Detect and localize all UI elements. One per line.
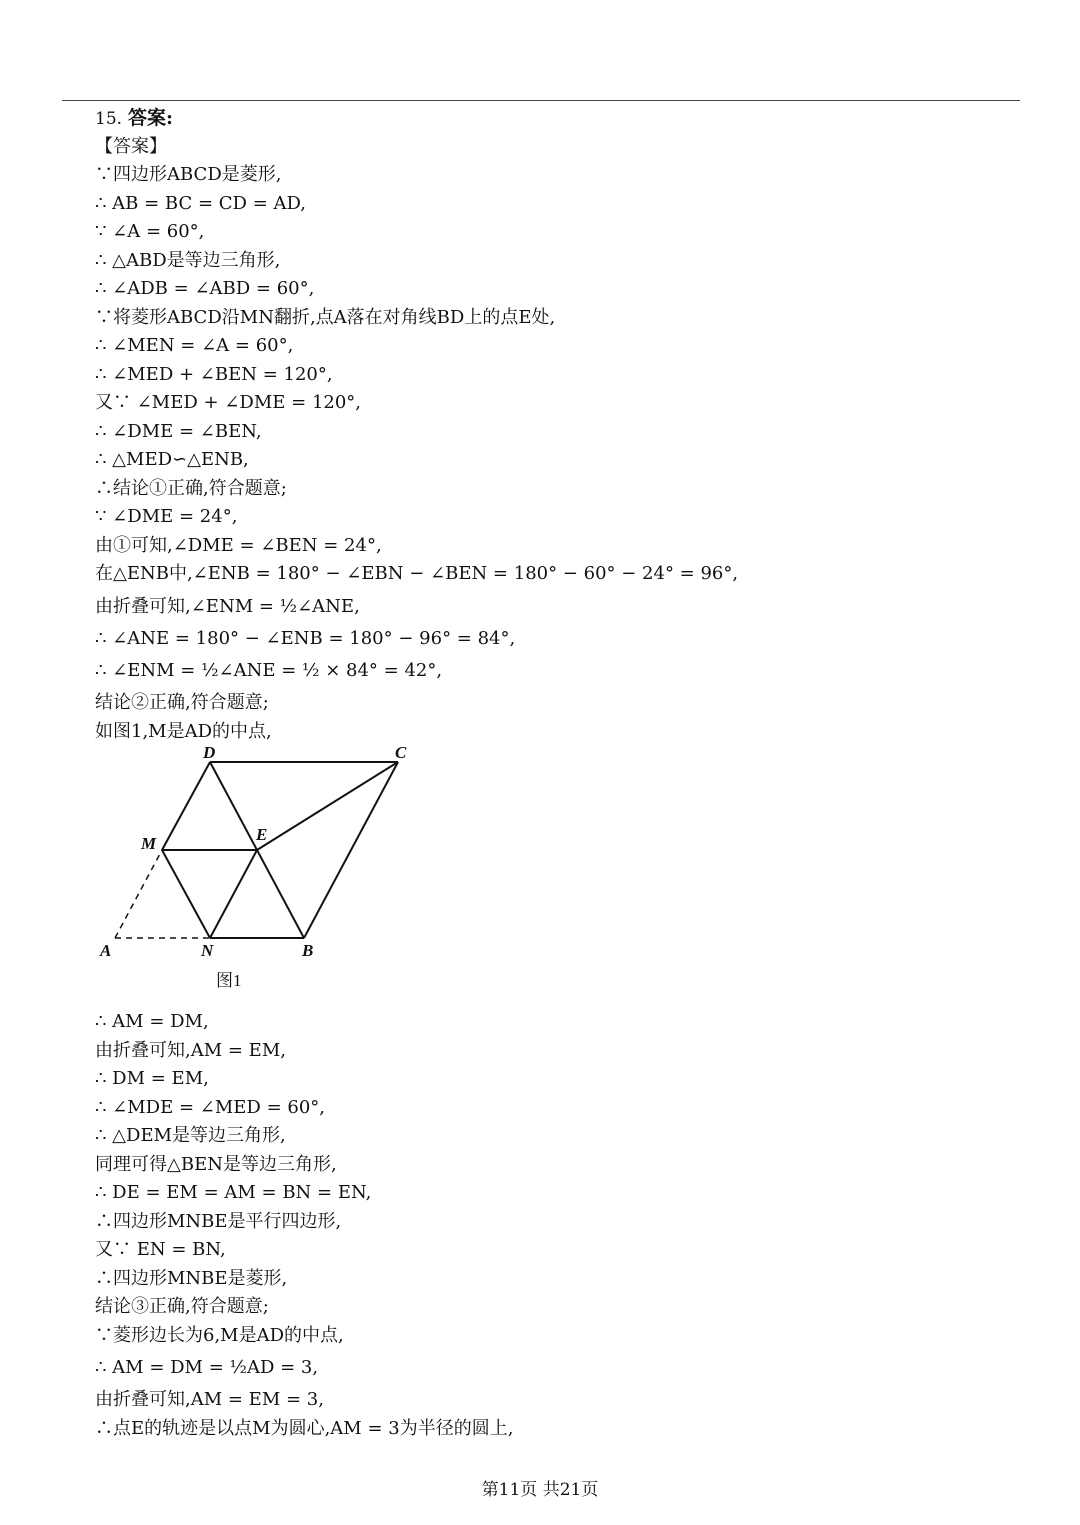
solution-block-1: [95, 133, 1035, 589]
figure-caption: 图1: [216, 971, 242, 990]
solution-line: ∵ ∠A = 60°,: [95, 221, 205, 242]
solution-line: 又∵ ∠MED + ∠DME = 120°,: [95, 392, 362, 413]
header-rule: [62, 100, 1020, 101]
solution-line: ∵ ∠DME = 24°,: [95, 506, 238, 527]
segment-EN: [210, 850, 257, 938]
solution-line: ∴ DE = EM = AM = BN = EN,: [95, 1182, 372, 1203]
solution-line: 结论②正确,符合题意;: [95, 692, 269, 713]
answer-content: [95, 104, 1035, 1443]
solution-line: ∵将菱形ABCD沿MN翻折,点A落在对角线BD上的点E处,: [95, 306, 556, 328]
solution-line: ∵四边形ABCD是菱形,: [95, 164, 282, 185]
solution-line: ∴四边形MNBE是平行四边形,: [95, 1210, 342, 1232]
solution-line: ∴点E的轨迹是以点M为圆心,AM = 3为半径的圆上,: [95, 1417, 514, 1439]
solution-block-2: [95, 1008, 1035, 1350]
solution-line: ∴ ∠ADB = ∠ABD = 60°,: [95, 278, 315, 299]
solution-line: 在△ENB中,∠ENB = 180° − ∠EBN − ∠BEN = 180° − 60° − 24° = 96°,: [95, 563, 739, 584]
label-B: B: [302, 941, 314, 960]
solution-line: 同理可得△BEN是等边三角形,: [95, 1153, 337, 1175]
segment-MN: [162, 850, 210, 938]
label-C: C: [395, 746, 407, 762]
solution-line: ∴四边形MNBE是菱形,: [95, 1267, 288, 1289]
solution-line: ∴ ∠DME = ∠BEN,: [95, 420, 262, 442]
solution-line: 由①可知,∠DME = ∠BEN = 24°,: [95, 534, 382, 556]
solution-line: ∴ DM = EM,: [95, 1068, 209, 1089]
fraction-line: ∴ AM = DM = ½AD = 3,: [95, 1357, 319, 1378]
solution-line: 结论③正确,符合题意;: [95, 1296, 269, 1317]
solution-line: ∴ ∠ANE = 180° − ∠ENB = 180° − 96° = 84°,: [95, 627, 516, 649]
solution-line: 又∵ EN = BN,: [95, 1239, 226, 1260]
fraction-line: 由折叠可知,∠ENM = ½∠ANE,: [95, 595, 360, 617]
label-E: E: [256, 825, 268, 844]
solution-line: 【答案】: [95, 135, 167, 157]
segment-BC: [304, 762, 398, 938]
label-N: N: [201, 941, 214, 960]
solution-line: ∴ △MED∽△ENB,: [95, 449, 249, 470]
segment-DM: [162, 762, 210, 850]
solution-line: ∴ ∠MDE = ∠MED = 60°,: [95, 1096, 326, 1118]
solution-line: 由折叠可知,AM = EM = 3,: [95, 1389, 324, 1410]
fraction-line: ∴ ∠ENM = ½∠ANE = ½ × 84° = 42°,: [95, 660, 443, 681]
solution-line: ∴ AB = BC = CD = AD,: [95, 192, 307, 214]
page-footer: 第11页 共21页: [481, 1480, 599, 1500]
solution-line: 由折叠可知,AM = EM,: [95, 1039, 286, 1061]
solution-line: ∵菱形边长为6,M是AD的中点,: [95, 1324, 344, 1346]
solution-line: ∴结论①正确,符合题意;: [95, 477, 287, 499]
figure-1: [95, 746, 1035, 1008]
solution-line: ∴ AM = DM,: [95, 1011, 209, 1032]
solution-line: ∴ △ABD是等边三角形,: [95, 249, 281, 271]
solution-line: ∴ △DEM是等边三角形,: [95, 1125, 286, 1146]
question-heading: [95, 104, 1035, 133]
solution-line: ∴ ∠MEN = ∠A = 60°,: [95, 335, 294, 356]
solution-line: ∴ ∠MED + ∠BEN = 120°,: [95, 363, 333, 385]
label-A: A: [100, 941, 112, 960]
segment-AM-dashed: [115, 850, 162, 938]
segment-EC: [257, 762, 398, 850]
label-M: M: [141, 834, 157, 853]
question-number: 15.: [95, 109, 123, 129]
label-D: D: [203, 746, 216, 762]
solution-line: 如图1,M是AD的中点,: [95, 720, 272, 742]
answer-label: 答案:: [128, 107, 174, 129]
rhombus-diagram: [95, 746, 435, 1008]
